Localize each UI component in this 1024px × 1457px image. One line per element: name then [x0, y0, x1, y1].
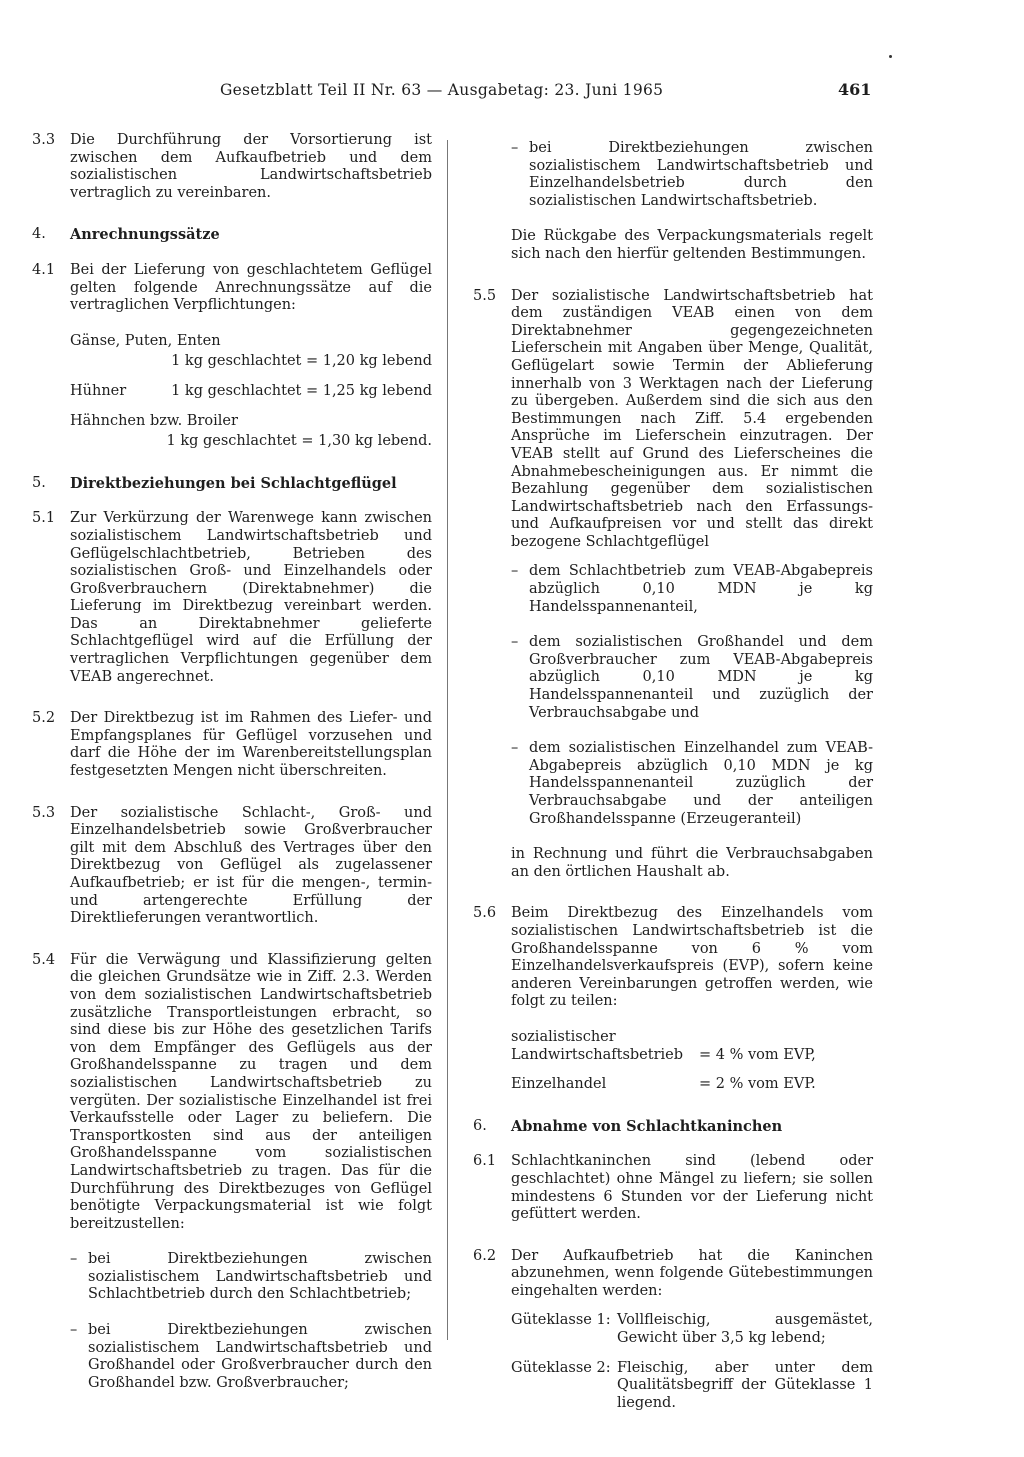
- share-label-line1: sozialistischer: [511, 1028, 616, 1045]
- rate-row-chicken: [70, 383, 432, 401]
- section-4-heading: [32, 226, 432, 244]
- share-value: = 4 % vom EVP,: [699, 1046, 816, 1063]
- dash-item: – dem Schlachtbetrieb zum VEAB-Abgabepreis abzüglich 0,10 MDN je kg Handelsspannenanteil,: [511, 563, 873, 615]
- section-number: 3.3: [32, 132, 56, 148]
- column-divider: [447, 140, 448, 1340]
- section-number: 6.2: [473, 1247, 497, 1264]
- section-text: Bei der Lieferung von geschlachtetem Geflügel gelten folgende Anrechnungssätze auf die vertraglichen Verpflichtungen:: [70, 261, 432, 314]
- section-number: 5.1: [32, 510, 56, 527]
- share-row-retail: [511, 1076, 873, 1094]
- section-5-4: [32, 952, 432, 1393]
- rate-value-chicken: 1 kg geschlachtet = 1,25 kg lebend: [171, 382, 432, 399]
- dash-item-text: dem Schlachtbetrieb zum VEAB-Abgabepreis abzüglich 0,10 MDN je kg Handelsspannenanteil,: [529, 563, 873, 615]
- share-label: Einzelhandel: [511, 1076, 607, 1093]
- section-5-heading: [32, 475, 432, 493]
- dash-item-text: bei Direktbeziehungen zwischen sozialistischem Landwirtschaftsbetrieb und Einzelhandelsbetrieb durch den sozialistischen Landwirtschaftsbetrieb.: [529, 140, 873, 209]
- dash-item: – bei Direktbeziehungen zwischen sozialistischem Landwirtschaftsbetrieb und Einzelhandelsbetrieb durch den sozialistischen Landwirtschaftsbetrieb.: [511, 140, 873, 209]
- section-number: 5.2: [32, 710, 56, 727]
- section-text: Der Aufkaufbetrieb hat die Kaninchen abzunehmen, wenn folgende Gütebestimmungen eingehalten werden:: [511, 1247, 873, 1299]
- right-column: [473, 140, 873, 1412]
- share-label: Landwirtschaftsbetrieb: [511, 1046, 684, 1063]
- rate-label-geese: Gänse, Puten, Enten: [70, 332, 221, 349]
- rate-label-broiler: Hähnchen bzw. Broiler: [70, 412, 238, 429]
- header-title: Gesetzblatt Teil II Nr. 63 — Ausgabetag: 23. Juni 1965: [220, 81, 664, 99]
- dash-item: – dem sozialistischen Einzelhandel zum VEAB-Abgabepreis abzüglich 0,10 MDN je kg Handelsspannenanteil zuzüglich der Verbrauchsabgabe und der anteiligen Großhandelsspanne (Erzeugeranteil): [511, 740, 873, 827]
- section-5-2: [32, 710, 432, 780]
- page-number: 461: [838, 80, 872, 99]
- share-value: = 2 % vom EVP.: [699, 1076, 816, 1093]
- scan-speck: [889, 55, 892, 58]
- section-text: Die Durchführung der Vorsortierung ist zwischen dem Aufkaufbetrieb und dem sozialistischen Landwirtschaftsbetrieb vertraglich zu vereinbaren.: [70, 132, 432, 201]
- grade-label: Güteklasse 2:: [511, 1359, 611, 1376]
- section-text: Der Direktbezug ist im Rahmen des Liefer- und Empfangsplanes für Geflügel vorzusehen und darf die Höhe der im Warenbereitstellungsplan festgesetzten Mengen nicht überschreiten.: [70, 710, 432, 780]
- section-text: Schlachtkaninchen sind (lebend oder geschlachtet) ohne Mängel zu liefern; sie sollen mindestens 6 Stunden vor der Lieferung nicht gefüttert werden.: [511, 1153, 873, 1223]
- section-5-5: [473, 288, 873, 882]
- grade-text: Fleischig, aber unter dem Qualitätsbegriff der Güteklasse 1 liegend.: [617, 1359, 873, 1411]
- share-row-farm: [511, 1047, 873, 1065]
- grade-row-1: [511, 1312, 873, 1347]
- section-5-6: [473, 905, 873, 1093]
- section-5-1: [32, 510, 432, 686]
- section-number: 6.1: [473, 1153, 497, 1170]
- section-6-heading: [473, 1118, 873, 1136]
- section-number: 5.5: [473, 287, 497, 304]
- section-text: Für die Verwägung und Klassifizierung gelten die gleichen Grundsätze wie in Ziff. 2.3. Werden von dem sozialistischen Landwirtschaftsbetrieb zusätzliche Transportleistungen erbracht, so sind diese bis zur Höhe des gesetzlichen Tarifs von dem Empfänger des Geflügels aus der Großhandelsspanne zu tragen und dem sozialistischen Landwirtschaftsbetrieb zu vergüten. Der sozialistische Einzelhandel ist frei Verkaufsstelle oder Lager zu beliefern. Die Transportkosten sind aus der anteiligen Großhandelsspanne vom sozialistischen Landwirtschaftsbetrieb zu tragen. Das für die Durchführung des Direktbezuges von Geflügel benötigte Verpackungsmaterial ist wie folgt bereitzustellen:: [70, 951, 432, 1232]
- page-header: [0, 82, 1024, 104]
- section-text: Zur Verkürzung der Warenwege kann zwischen sozialistischem Landwirtschaftsbetrieb und Geflügelschlachtbetrieb, Betrieben des sozialistischen Groß- und Einzelhandels oder Großverbrauchern (Direktabnehmer) die Lieferung im Direktbezug vereinbart werden. Das an Direktabnehmer gelieferte Schlachtgeflügel wird auf die Erfüllung der vertraglichen Verpflichtungen gegenüber dem VEAB angerechnet.: [70, 510, 432, 685]
- dash-item: – dem sozialistischen Großhandel und dem Großverbraucher zum VEAB-Abgabepreis abzüglich 0,10 MDN je kg Handelsspannenanteil und zuzüglich der Verbrauchsabgabe und: [511, 634, 873, 721]
- section-5-4-continued: [473, 140, 873, 264]
- section-number: 6.: [473, 1117, 487, 1134]
- section-text: Beim Direktbezug des Einzelhandels vom sozialistischen Landwirtschaftsbetrieb ist die Großhandelsspanne von 6 % vom Einzelhandelsverkaufspreis (EVP), sofern keine anderen Vereinbarungen getroffen werden, wie folgt zu teilen:: [511, 905, 873, 1010]
- left-column: [32, 132, 432, 1392]
- dash-item-text: dem sozialistischen Großhandel und dem Großverbraucher zum VEAB-Abgabepreis abzüglich 0,10 MDN je kg Handelsspannenanteil und zuzüglich der Verbrauchsabgabe und: [529, 634, 873, 721]
- rate-value-broiler: 1 kg geschlachtet = 1,30 kg lebend.: [166, 433, 432, 450]
- dash-item: – bei Direktbeziehungen zwischen sozialistischem Landwirtschaftsbetrieb und Großhandel oder Großverbraucher durch den Großhandel bzw. Großverbraucher;: [70, 1322, 432, 1391]
- dash-item-text: dem sozialistischen Einzelhandel zum VEAB-Abgabepreis abzüglich 0,10 MDN je kg Handelsspannenanteil zuzüglich der Verbrauchsabgabe und der anteiligen Großhandelsspanne (Erzeugeranteil): [529, 740, 873, 827]
- grade-row-2: [511, 1360, 873, 1413]
- dash-item-text: bei Direktbeziehungen zwischen sozialistischem Landwirtschaftsbetrieb und Großhandel oder Großverbraucher durch den Großhandel bzw. Großverbraucher;: [88, 1322, 432, 1391]
- dash-item-text: bei Direktbeziehungen zwischen sozialistischem Landwirtschaftsbetrieb und Schlachtbetrieb durch den Schlachtbetrieb;: [88, 1251, 432, 1303]
- section-number: 5.: [32, 474, 46, 491]
- section-5-3: [32, 805, 432, 928]
- section-number: 5.4: [32, 951, 56, 968]
- section-number: 4.1: [32, 261, 56, 278]
- dash-item: – bei Direktbeziehungen zwischen sozialistischem Landwirtschaftsbetrieb und Schlachtbetrieb durch den Schlachtbetrieb;: [70, 1251, 432, 1303]
- grade-label: Güteklasse 1:: [511, 1312, 611, 1329]
- section-heading: Abnahme von Schlachtkaninchen: [511, 1117, 783, 1135]
- section-heading: Anrechnungssätze: [70, 226, 220, 244]
- section-number: 5.3: [32, 804, 56, 821]
- section-number: 4.: [32, 226, 46, 243]
- section-6-2: [473, 1248, 873, 1413]
- section-heading: Direktbeziehungen bei Schlachtgeflügel: [70, 474, 397, 492]
- section-3-3: [32, 132, 432, 202]
- closing-text: in Rechnung und führt die Verbrauchsabgaben an den örtlichen Haushalt ab.: [511, 846, 873, 880]
- return-text: Die Rückgabe des Verpackungsmaterials regelt sich nach den hierfür geltenden Bestimmungen.: [511, 228, 873, 262]
- rate-label-chicken: Hühner: [70, 382, 127, 399]
- section-text: Der sozialistische Landwirtschaftsbetrieb hat dem zuständigen VEAB einen von dem Direktabnehmer gegengezeichneten Lieferschein mit Angaben über Menge, Qualität, Geflügelart sowie Termin der Ablieferung innerhalb von 3 Werktagen nach der Lieferung zu übergeben. Außerdem sind die sich aus den Bestimmungen nach Ziff. 5.4 ergebenden Ansprüche im Lieferschein einzutragen. Der VEAB stellt auf Grund des Lieferscheines die Abnahmebescheinigungen aus. Er nimmt die Bezahlung gegenüber dem sozialistischen Landwirtschaftsbetrieb nach den Erfassungs- und Aufkaufpreisen vor und stellt das direkt bezogene Schlachtgeflügel: [511, 287, 873, 550]
- section-6-1: [473, 1153, 873, 1223]
- section-text: Der sozialistische Schlacht-, Groß- und Einzelhandelsbetrieb sowie Großverbraucher gilt mit dem Abschluß des Vertrages über den Direktbezug von Geflügel als zugelassener Aufkaufbetrieb; er ist für die mengen-, termin- und artengerechte Erfüllung der Direktlieferungen verantwortlich.: [70, 804, 432, 927]
- section-4-1: [32, 262, 432, 451]
- rate-value-geese: 1 kg geschlachtet = 1,20 kg lebend: [171, 353, 432, 370]
- section-number: 5.6: [473, 905, 497, 922]
- grade-text: Vollfleischig, ausgemästet, Gewicht über 3,5 kg lebend;: [617, 1312, 873, 1347]
